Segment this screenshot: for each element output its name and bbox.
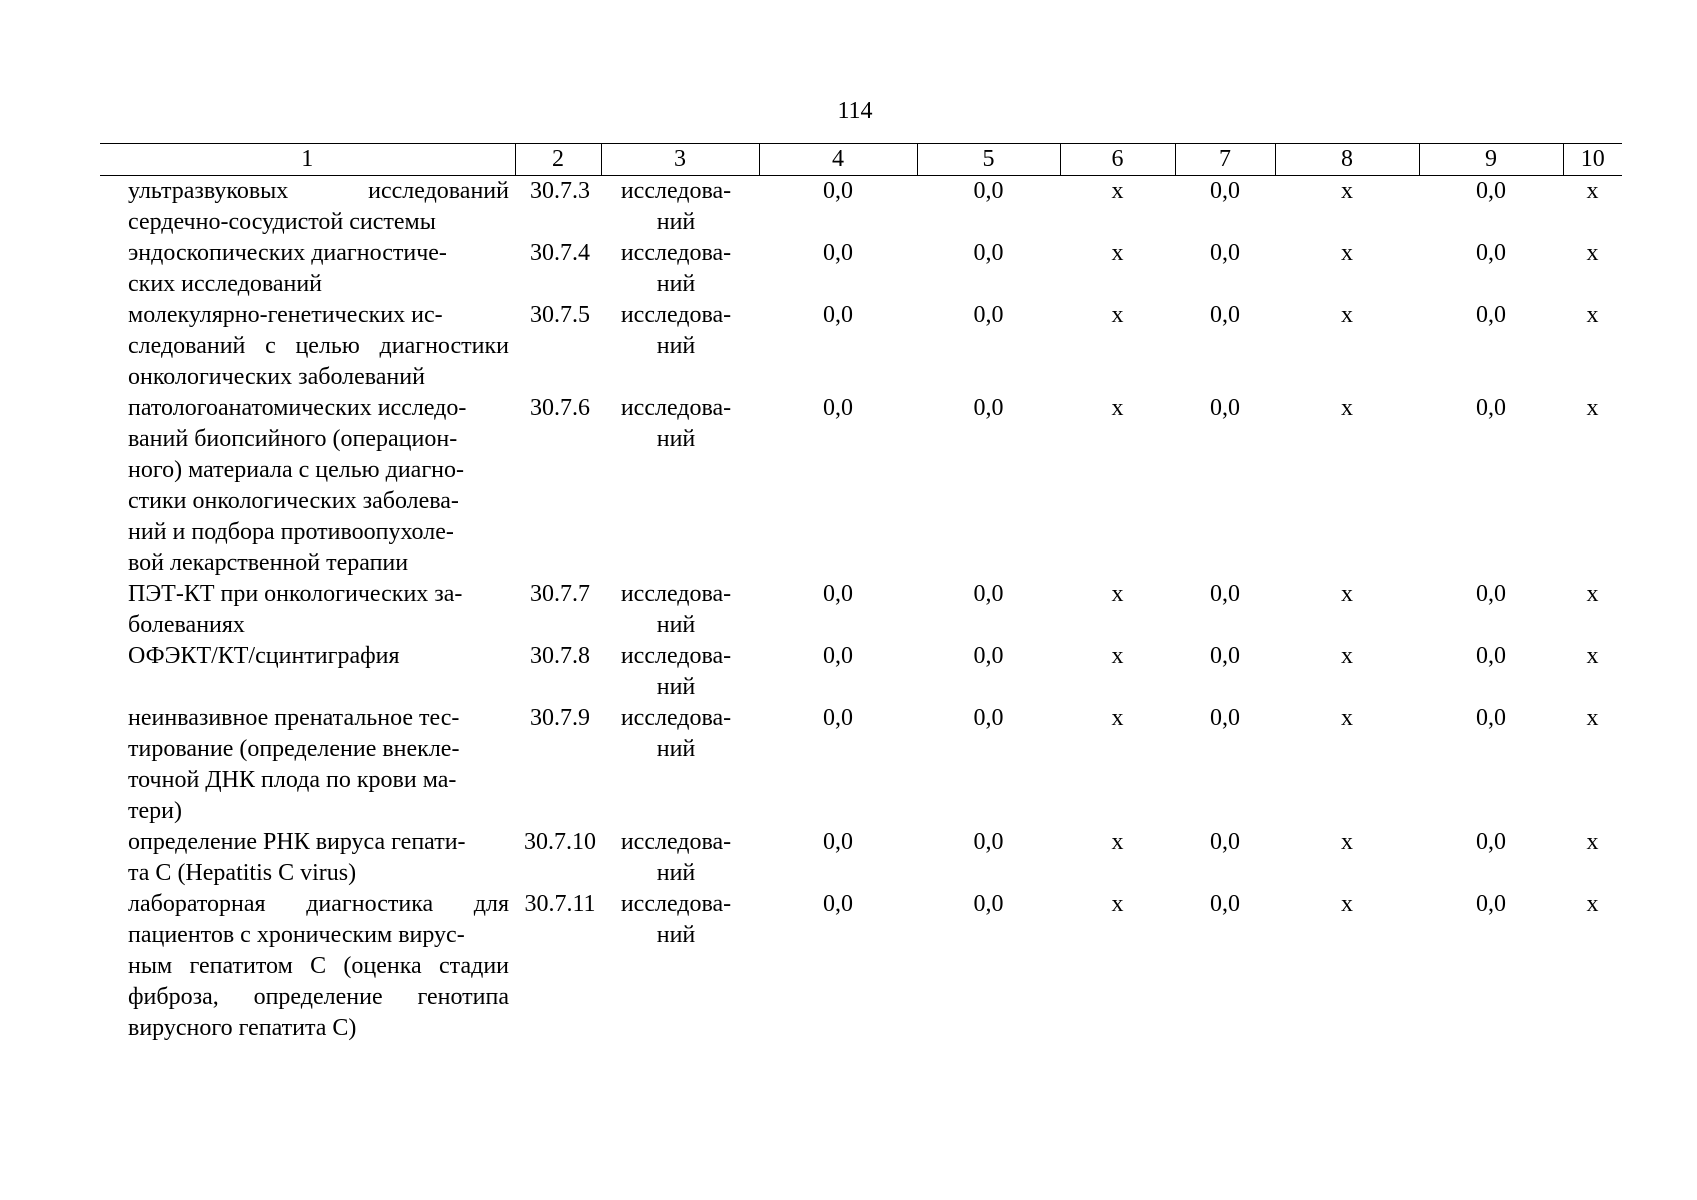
row-unit-cell: исследова- ний [620, 240, 732, 297]
row-value-cell: x [1111, 240, 1124, 266]
table-row [100, 176, 1622, 239]
row-value-cell: 0,0 [1210, 891, 1240, 917]
row-name-cell: лабораторная диагностика для пациентов с хроническим вирус- ным гепатитом С (оценка стадии фиброза, определение генотипа вирусного гепатита С) [128, 891, 509, 1041]
row-value-cell: 0,0 [1476, 302, 1506, 328]
row-value-cell: x [1341, 891, 1353, 917]
row-name-cell: определение РНК вируса гепати- та С (Hepatitis C virus) [128, 829, 466, 886]
table-row [100, 579, 1622, 641]
column-header: 9 [1419, 144, 1563, 176]
row-name-cell: неинвазивное пренатальное тес- тирование (определение внекле- точной ДНК плода по крови ма- тери) [128, 705, 460, 824]
row-value-cell: 0,0 [1210, 643, 1240, 669]
row-value-cell: 0,0 [1476, 581, 1506, 607]
row-value-cell: x [1111, 178, 1124, 204]
table-row [100, 889, 1622, 1044]
table-body [100, 176, 1622, 1045]
row-value-cell: x [1341, 581, 1353, 607]
column-header: 6 [1060, 144, 1175, 176]
row-value-cell: 0,0 [823, 395, 853, 421]
column-header: 7 [1175, 144, 1275, 176]
row-code-cell: 30.7.6 [530, 395, 590, 421]
row-value-cell: x [1341, 395, 1353, 421]
row-code-cell: 30.7.9 [530, 705, 590, 731]
row-value-cell: 0,0 [973, 395, 1004, 421]
row-name-cell: ультразвуковых исследований сердечно-сосудистой системы [128, 178, 509, 235]
row-value-cell: x [1111, 705, 1124, 731]
row-value-cell: x [1341, 643, 1353, 669]
row-value-cell: 0,0 [1476, 240, 1506, 266]
row-value-cell: x [1341, 705, 1353, 731]
row-name-cell: молекулярно-генетических ис- следований с целью диагностики онкологических заболеваний [128, 302, 509, 390]
row-code-cell: 30.7.5 [530, 302, 590, 328]
row-value-cell: 0,0 [823, 178, 853, 204]
row-value-cell: x [1111, 891, 1124, 917]
row-value-cell: 0,0 [1210, 240, 1240, 266]
row-value-cell: x [1111, 581, 1124, 607]
column-header: 1 [100, 144, 515, 176]
row-code-cell: 30.7.7 [530, 581, 590, 607]
row-code-cell: 30.7.10 [524, 829, 596, 855]
row-value-cell: x [1111, 643, 1124, 669]
row-value-cell: x [1111, 829, 1124, 855]
row-value-cell: 0,0 [1210, 395, 1240, 421]
column-header: 4 [759, 144, 917, 176]
row-value-cell: x [1586, 178, 1599, 204]
table-row [100, 238, 1622, 300]
row-value-cell: 0,0 [823, 643, 853, 669]
table-row [100, 641, 1622, 703]
row-value-cell: 0,0 [973, 240, 1004, 266]
page-number: 114 [837, 98, 873, 124]
column-header: 3 [601, 144, 759, 176]
table-row [100, 393, 1622, 579]
row-value-cell: x [1341, 240, 1353, 266]
row-name-cell: ПЭТ-КТ при онкологических за- болеваниях [128, 581, 463, 638]
row-unit-cell: исследова- ний [620, 302, 732, 359]
row-value-cell: x [1586, 581, 1599, 607]
row-value-cell: x [1341, 829, 1353, 855]
row-value-cell: 0,0 [973, 891, 1004, 917]
column-header: 2 [515, 144, 601, 176]
row-value-cell: 0,0 [973, 581, 1004, 607]
table-row [100, 300, 1622, 393]
row-value-cell: x [1341, 178, 1353, 204]
row-value-cell: 0,0 [1210, 829, 1240, 855]
row-value-cell: 0,0 [1476, 829, 1506, 855]
row-unit-cell: исследова- ний [620, 829, 732, 886]
row-value-cell: 0,0 [1210, 581, 1240, 607]
row-code-cell: 30.7.11 [524, 891, 596, 917]
row-value-cell: 0,0 [823, 891, 853, 917]
data-table [100, 143, 1622, 1044]
row-value-cell: x [1586, 829, 1599, 855]
row-unit-cell: исследова- ний [620, 178, 732, 235]
row-value-cell: x [1111, 302, 1124, 328]
row-value-cell: x [1586, 705, 1599, 731]
row-name-cell: эндоскопических диагностиче- ских исследований [128, 240, 447, 297]
row-value-cell: 0,0 [973, 302, 1004, 328]
row-code-cell: 30.7.8 [530, 643, 590, 669]
column-header: 8 [1275, 144, 1419, 176]
row-value-cell: 0,0 [1210, 302, 1240, 328]
row-value-cell: 0,0 [1476, 891, 1506, 917]
header-row [100, 144, 1622, 176]
row-value-cell: 0,0 [823, 829, 853, 855]
row-value-cell: 0,0 [973, 178, 1004, 204]
row-value-cell: 0,0 [1476, 643, 1506, 669]
row-value-cell: x [1586, 302, 1599, 328]
row-value-cell: 0,0 [1210, 705, 1240, 731]
column-header: 5 [917, 144, 1060, 176]
row-name-cell: патологоанатомических исследо- ваний биопсийного (операцион- ного) материала с целью диагно- стики онкологических заболева- ний и подбора противоопухоле- вой лекарственной терапии [128, 395, 467, 576]
row-value-cell: 0,0 [1476, 395, 1506, 421]
row-value-cell: x [1586, 891, 1599, 917]
column-header: 10 [1563, 144, 1622, 176]
row-value-cell: x [1586, 240, 1599, 266]
row-value-cell: x [1111, 395, 1124, 421]
row-value-cell: 0,0 [823, 240, 853, 266]
row-name-cell: ОФЭКТ/КТ/сцинтиграфия [128, 643, 400, 669]
table-row [100, 703, 1622, 827]
row-value-cell: 0,0 [823, 705, 853, 731]
row-value-cell: 0,0 [973, 705, 1004, 731]
row-value-cell: 0,0 [1476, 705, 1506, 731]
row-code-cell: 30.7.3 [530, 178, 590, 204]
row-value-cell: 0,0 [1476, 178, 1506, 204]
row-unit-cell: исследова- ний [620, 891, 732, 948]
row-code-cell: 30.7.4 [530, 240, 590, 266]
row-value-cell: 0,0 [1210, 178, 1240, 204]
row-value-cell: 0,0 [823, 581, 853, 607]
row-unit-cell: исследова- ний [620, 643, 732, 700]
row-value-cell: x [1586, 395, 1599, 421]
row-value-cell: x [1586, 643, 1599, 669]
row-value-cell: 0,0 [973, 643, 1004, 669]
row-unit-cell: исследова- ний [620, 705, 732, 762]
table-row [100, 827, 1622, 889]
row-value-cell: x [1341, 302, 1353, 328]
row-unit-cell: исследова- ний [620, 395, 732, 452]
row-unit-cell: исследова- ний [620, 581, 732, 638]
row-value-cell: 0,0 [973, 829, 1004, 855]
row-value-cell: 0,0 [823, 302, 853, 328]
